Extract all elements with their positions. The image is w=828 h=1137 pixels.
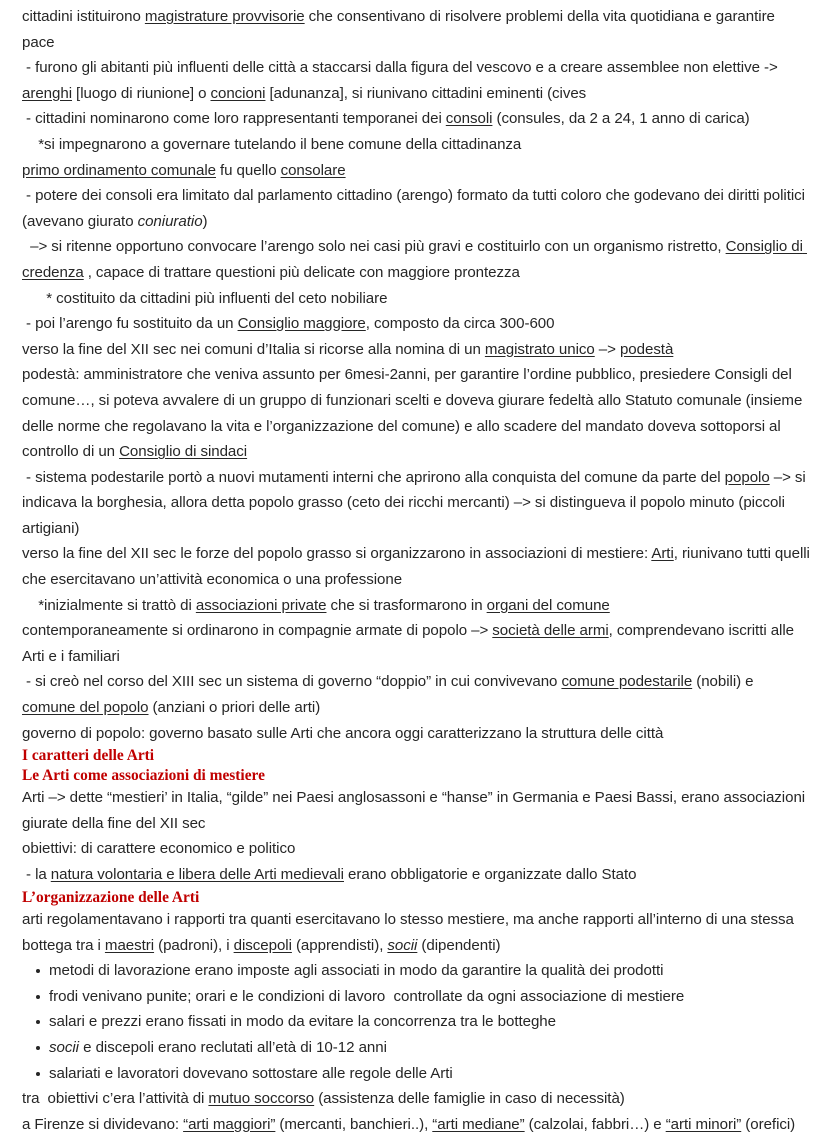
text-run: metodi di lavorazione erano imposte agli associati in modo da garantire la qualità dei prodotti bbox=[49, 962, 664, 980]
text-run: - furono gli abitanti più influenti delle città a staccarsi dalla figura del vescovo e a creare assemblee non elettive -> bbox=[22, 59, 782, 77]
text-run: frodi venivano punite; orari e le condizioni di lavoro controllate da ogni associazione di mestiere bbox=[49, 987, 685, 1005]
underlined-term: Consiglio maggiore bbox=[237, 315, 366, 333]
underlined-term: primo ordinamento comunale bbox=[22, 161, 216, 179]
text-run: governo di popolo: governo basato sulle Arti che ancora oggi caratterizzano la struttura delle città bbox=[22, 724, 664, 742]
bullet-list-item bbox=[22, 1009, 810, 1035]
text-run: (apprendisti), bbox=[291, 936, 388, 954]
text-run: - sistema podestarile portò a nuovi mutamenti interni che aprirono alla conquista del comune da parte del bbox=[22, 468, 725, 486]
text-run: - potere dei consoli era limitato dal parlamento cittadino (arengo) formato da tutti coloro che godevano dei diritti politici (avevano giurato bbox=[22, 187, 810, 230]
text-run: , riunivano tutti quelli che esercitavano un’attività economica o una professione bbox=[22, 545, 814, 589]
text-run: - cittadini nominarono come loro rappresentanti temporanei dei bbox=[22, 110, 446, 128]
body-paragraph bbox=[22, 618, 810, 669]
body-paragraph bbox=[22, 286, 810, 312]
text-run: - si creò nel corso del XIII sec un sistema di governo “doppio” in cui convivevano bbox=[22, 673, 562, 691]
text-run: (anziani o priori delle arti) bbox=[148, 699, 321, 717]
text-run: arti regolamentavano i rapporti tra quanti esercitavano lo stesso mestiere, ma anche rapporti all’interno di una stessa bottega tra i bbox=[22, 911, 798, 954]
underlined-term: podestà bbox=[619, 340, 674, 358]
section-heading bbox=[22, 888, 810, 908]
body-paragraph bbox=[22, 907, 810, 958]
text-run: *si impegnarono a governare tutelando il bene comune della cittadinanza bbox=[22, 135, 522, 153]
text-run: che consentivano di risolvere problemi della vita quotidiana e garantire pace bbox=[22, 8, 779, 51]
text-run: obiettivi: di carattere economico e politico bbox=[22, 840, 296, 858]
body-paragraph bbox=[22, 721, 810, 747]
body-paragraph bbox=[22, 593, 810, 619]
underlined-term: consolare bbox=[280, 161, 346, 179]
underlined-term: consoli bbox=[445, 110, 493, 128]
body-paragraph bbox=[22, 465, 810, 542]
underlined-term: associazioni private bbox=[195, 596, 327, 614]
text-run: Le Arti come associazioni di mestiere bbox=[22, 766, 265, 784]
underlined-term: natura volontaria e libera delle Arti medievali bbox=[50, 866, 344, 883]
text-run: - la bbox=[22, 866, 51, 883]
section-heading bbox=[22, 746, 810, 766]
underlined-term: mutuo soccorso bbox=[208, 1090, 315, 1108]
body-paragraph bbox=[22, 836, 810, 862]
text-run: Arti –> dette “mestieri’ in Italia, “gilde” nei Paesi anglosassoni e “hanse” in Germania e Paesi Bassi, erano associazioni giurate della fine del XII sec bbox=[22, 789, 810, 832]
body-paragraph bbox=[22, 1112, 810, 1137]
body-paragraph bbox=[22, 4, 810, 55]
body-paragraph bbox=[22, 785, 810, 836]
text-run: , composto da circa 300-600 bbox=[365, 315, 555, 333]
text-run: cittadini istituirono bbox=[22, 8, 145, 25]
body-paragraph bbox=[22, 183, 810, 234]
text-run: tra obiettivi c’era l’attività di bbox=[22, 1090, 209, 1108]
body-paragraph bbox=[22, 669, 810, 720]
text-run: –> si ritenne opportuno convocare l’arengo solo nei casi più gravi e costituirlo con un organismo ristretto, bbox=[22, 238, 726, 256]
bullet-list bbox=[22, 958, 810, 1086]
text-run: *inizialmente si trattò di bbox=[22, 596, 196, 614]
body-paragraph bbox=[22, 106, 810, 132]
text-run: –> si indicava la borghesia, allora detta popolo grasso (ceto dei ricchi mercanti) –> si distingueva il popolo minuto (piccoli artigiani) bbox=[22, 468, 810, 537]
body-paragraph bbox=[22, 362, 810, 464]
body-paragraph bbox=[22, 311, 810, 337]
body-paragraph bbox=[22, 862, 810, 888]
underlined-term: arenghi bbox=[22, 84, 73, 102]
text-run: (mercanti, banchieri..), bbox=[275, 1115, 433, 1133]
bullet-list-item bbox=[22, 1061, 810, 1087]
text-run: verso la fine del XII sec le forze del popolo grasso si organizzarono in associazioni di mestiere: bbox=[22, 545, 652, 563]
text-run: fu quello bbox=[215, 161, 281, 179]
bullet-list-item bbox=[22, 1035, 810, 1061]
underlined-term: discepoli bbox=[233, 936, 292, 954]
text-run: salariati e lavoratori dovevano sottostare alle regole delle Arti bbox=[49, 1064, 453, 1082]
underlined-term: concioni bbox=[210, 84, 266, 102]
text-run: (nobili) e bbox=[692, 673, 758, 691]
text-run: L’organizzazione delle Arti bbox=[22, 888, 200, 906]
text-run: (assistenza delle famiglie in caso di necessità) bbox=[314, 1090, 625, 1108]
body-paragraph bbox=[22, 158, 810, 184]
text-run: e discepoli erano reclutati all’età di 10-12 anni bbox=[78, 1039, 387, 1057]
underlined-term: Arti bbox=[651, 545, 674, 563]
underlined-term: magistrature provvisorie bbox=[144, 8, 305, 25]
body-paragraph bbox=[22, 234, 810, 285]
body-paragraph bbox=[22, 1086, 810, 1112]
text-run: verso la fine del XII sec nei comuni d’Italia si ricorse alla nomina di un bbox=[22, 340, 485, 358]
body-paragraph bbox=[22, 541, 814, 592]
text-run: , capace di trattare questioni più delicate con maggiore prontezza bbox=[83, 263, 520, 281]
text-run: * costituito da cittadini più influenti del ceto nobiliare bbox=[22, 289, 388, 307]
italic-term: coniuratio bbox=[137, 212, 203, 230]
text-run: a Firenze si dividevano: bbox=[22, 1115, 184, 1133]
section-heading bbox=[22, 766, 810, 786]
body-paragraph bbox=[22, 132, 810, 158]
text-run: ) bbox=[202, 212, 208, 230]
body-paragraph bbox=[22, 55, 810, 106]
text-run: salari e prezzi erano fissati in modo da evitare la concorrenza tra le botteghe bbox=[49, 1013, 556, 1031]
text-run: contemporaneamente si ordinarono in compagnie armate di popolo –> bbox=[22, 622, 493, 640]
underlined-term: magistrato unico bbox=[484, 340, 595, 358]
text-run: [luogo di riunione] o bbox=[72, 84, 211, 102]
text-run: –> bbox=[594, 340, 620, 358]
text-run: (consules, da 2 a 24, 1 anno di carica) bbox=[492, 110, 750, 128]
italic-term: socii bbox=[49, 1039, 79, 1057]
text-run: (padroni), i bbox=[154, 936, 234, 954]
underlined-term: comune del popolo bbox=[22, 699, 149, 717]
text-run: che si trasformarono in bbox=[326, 596, 487, 614]
underlined-term: Consiglio di sindaci bbox=[119, 443, 248, 461]
body-paragraph bbox=[22, 337, 810, 363]
underlined-term: organi del comune bbox=[486, 596, 610, 614]
underlined-term: “arti mediane” bbox=[432, 1115, 525, 1133]
underlined-term: Consiglio di credenza bbox=[22, 238, 807, 281]
underlined-term: società delle armi bbox=[492, 622, 609, 640]
text-run: [adunanza], si riunivano cittadini eminenti (cives bbox=[265, 84, 587, 102]
underlined-term: maestri bbox=[104, 936, 155, 954]
text-run: podestà: amministratore che veniva assunto per 6mesi-2anni, per garantire l’ordine pubblico, presiedere Consigli del comune…, si poteva avvalere di un gruppo di funzionari scelti e doveva giurare fedeltà allo Statuto comunale (insieme delle norme che regolavano la vita e l’organizzazione del comune) e allo scadere del mandato doveva sottoporsi al controllo di un bbox=[22, 366, 807, 461]
text-run: I caratteri delle Arti bbox=[22, 747, 155, 765]
text-run: , comprendevano iscritti alle Arti e i familiari bbox=[22, 622, 798, 665]
text-run: - poi l’arengo fu sostituito da un bbox=[22, 315, 238, 333]
italic-underlined-term: socii bbox=[387, 936, 418, 954]
underlined-term: “arti minori” bbox=[665, 1115, 742, 1133]
text-run: (orefici) bbox=[741, 1115, 796, 1133]
bullet-list-item bbox=[22, 984, 810, 1010]
underlined-term: “arti maggiori” bbox=[183, 1115, 276, 1133]
text-run: (dipendenti) bbox=[417, 936, 501, 954]
bullet-list-item bbox=[22, 958, 810, 984]
text-run: (calzolai, fabbri…) e bbox=[524, 1115, 666, 1133]
text-run: erano obbligatorie e organizzate dallo Stato bbox=[344, 866, 637, 883]
underlined-term: comune podestarile bbox=[561, 673, 693, 691]
underlined-term: popolo bbox=[724, 468, 770, 486]
